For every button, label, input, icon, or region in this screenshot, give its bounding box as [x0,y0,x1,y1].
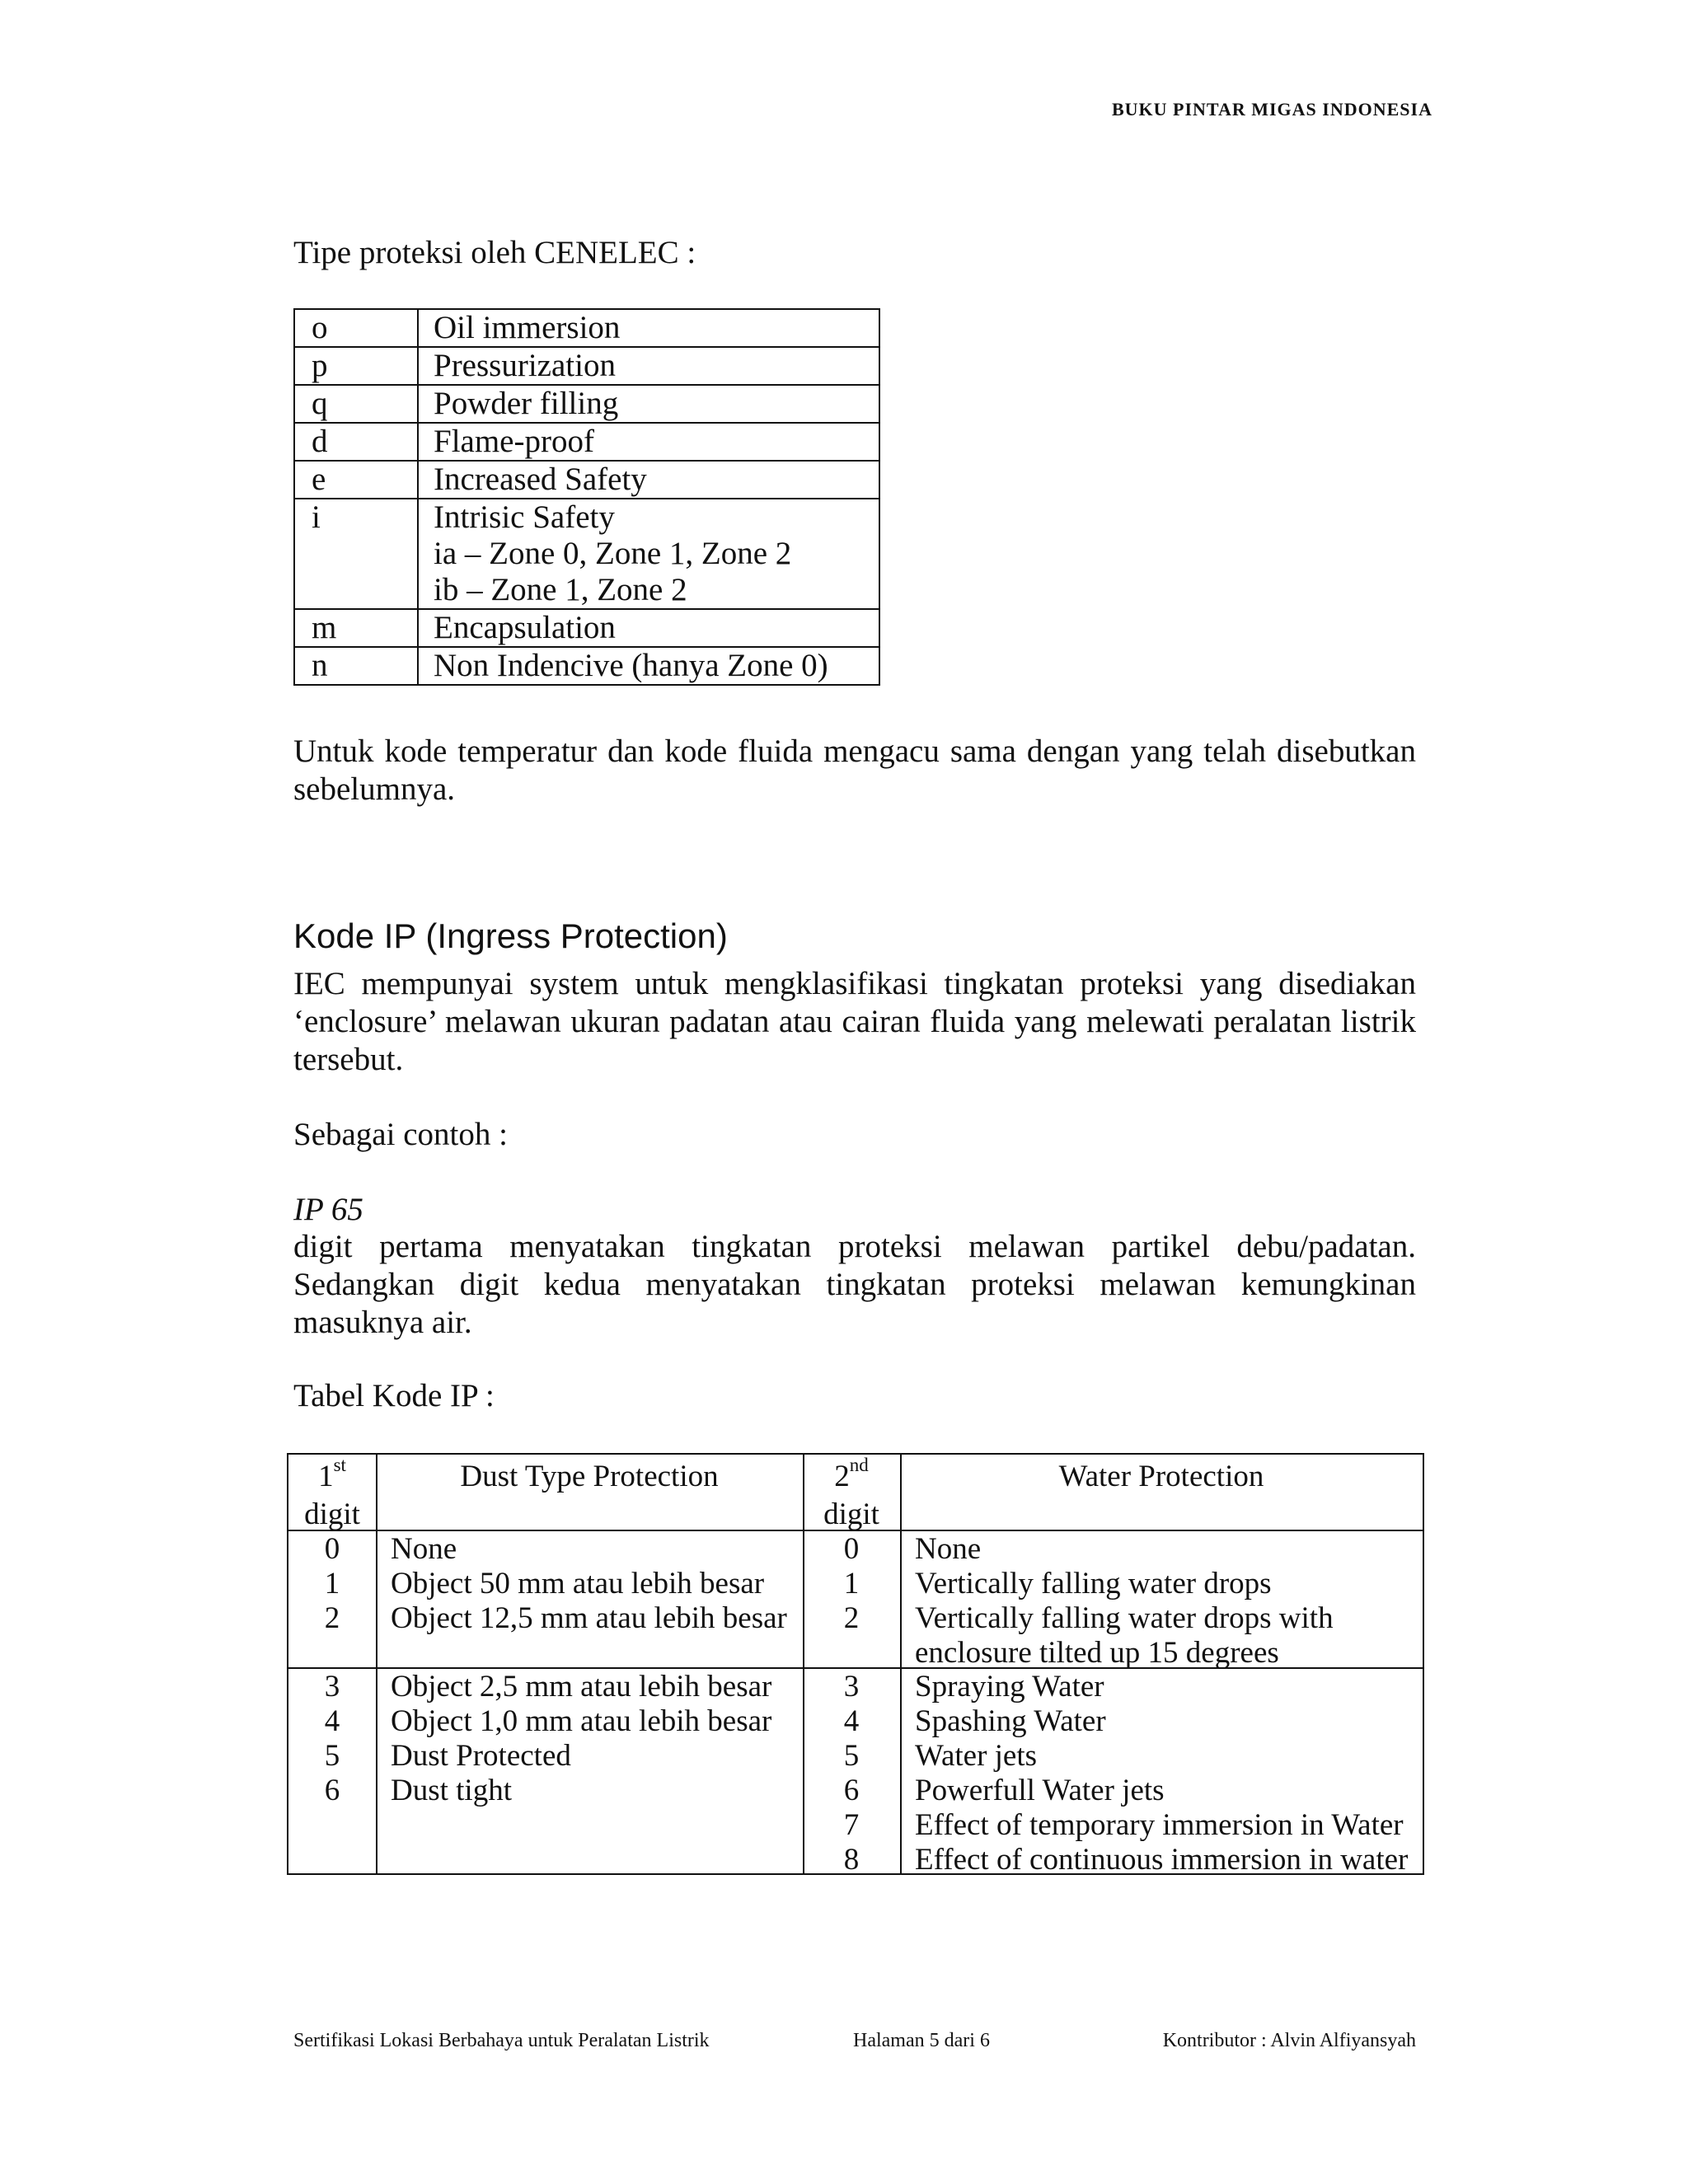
example-label: Sebagai contoh : [293,1117,508,1152]
table-row [294,309,879,347]
protection-desc: Flame-proof [418,423,879,461]
running-header: BUKU PINTAR MIGAS INDONESIA [1111,99,1432,120]
table-row [294,385,879,423]
table-row [294,499,879,609]
header-first-digit: 1st digit [304,1455,360,1531]
protection-code: q [294,385,418,423]
water-digit-list: 3 4 5 6 7 8 [843,1670,860,1877]
example-text: digit pertama menyatakan tingkatan proteksi melawan partikel debu/padatan. Sedangkan digit kedua menyatakan tingkatan proteksi melawan kemungkinan masuknya air. [293,1229,1416,1340]
water-description-list: Spraying Water Spashing Water Water jets Powerfull Water jets Effect of temporary immersion in Water Effect of continuous immersion in water [915,1670,1409,1877]
table-label: Tabel Kode IP : [293,1378,495,1413]
dust-description-list: Object 2,5 mm atau lebih besar Object 1,0 mm atau lebih besar Dust Protected Dust tight [391,1670,772,1807]
dust-description-list: None Object 50 mm atau lebih besar Object 12,5 mm atau lebih besar [391,1532,787,1635]
cenelec-note: Untuk kode temperatur dan kode fluida mengacu sama dengan yang telah disebutkan sebelumnya. [293,733,1416,807]
table-row [294,609,879,647]
table-row [294,423,879,461]
protection-desc: Oil immersion [418,309,879,347]
footer-document-title: Sertifikasi Lokasi Berbahaya untuk Peralatan Listrik [293,2030,710,2051]
example-code: IP 65 [293,1192,363,1227]
protection-desc-line: ia – Zone 0, Zone 1, Zone 2 [434,536,792,571]
footer-page-number: Halaman 5 dari 6 [853,2030,990,2051]
header-dust-type: Dust Type Protection [460,1460,719,1493]
footer-contributor: Kontributor : Alvin Alfiyansyah [1162,2030,1416,2051]
table-divider [900,1455,902,1873]
table-row [294,347,879,385]
table-divider [376,1455,377,1873]
protection-code: i [294,499,418,609]
protection-code: p [294,347,418,385]
protection-desc-line: Intrisic Safety [434,499,615,535]
water-digit-list: 0 1 2 [843,1532,860,1635]
protection-desc [418,499,879,609]
protection-code: e [294,461,418,499]
section-heading: Kode IP (Ingress Protection) [293,916,728,955]
protection-desc: Encapsulation [418,609,879,647]
protection-desc: Powder filling [418,385,879,423]
header-water: Water Protection [1058,1460,1264,1493]
protection-code: o [294,309,418,347]
protection-desc: Non Indencive (hanya Zone 0) [418,647,879,685]
protection-code: n [294,647,418,685]
protection-desc-line: ib – Zone 1, Zone 2 [434,572,687,607]
protection-desc: Pressurization [418,347,879,385]
header-second-digit: 2nd digit [823,1455,879,1531]
ip-description: IEC mempunyai system untuk mengklasifikasi tingkatan proteksi yang disediakan ‘enclosure’ melawan ukuran padatan atau cairan fluida yang melewati peralatan listrik tersebut. [293,966,1416,1077]
dust-digit-list: 3 4 5 6 [324,1670,340,1807]
water-description-list: None Vertically falling water drops Vertically falling water drops with enclosure tilted up 15 degrees [915,1532,1334,1670]
protection-code: m [294,609,418,647]
protection-code: d [294,423,418,461]
protection-desc: Increased Safety [418,461,879,499]
cenelec-protection-table [293,308,880,686]
cenelec-intro: Tipe proteksi oleh CENELEC : [293,235,696,270]
dust-digit-list: 0 1 2 [324,1532,340,1635]
ip-code-table [287,1453,1424,1875]
table-row [294,647,879,685]
table-row [294,461,879,499]
